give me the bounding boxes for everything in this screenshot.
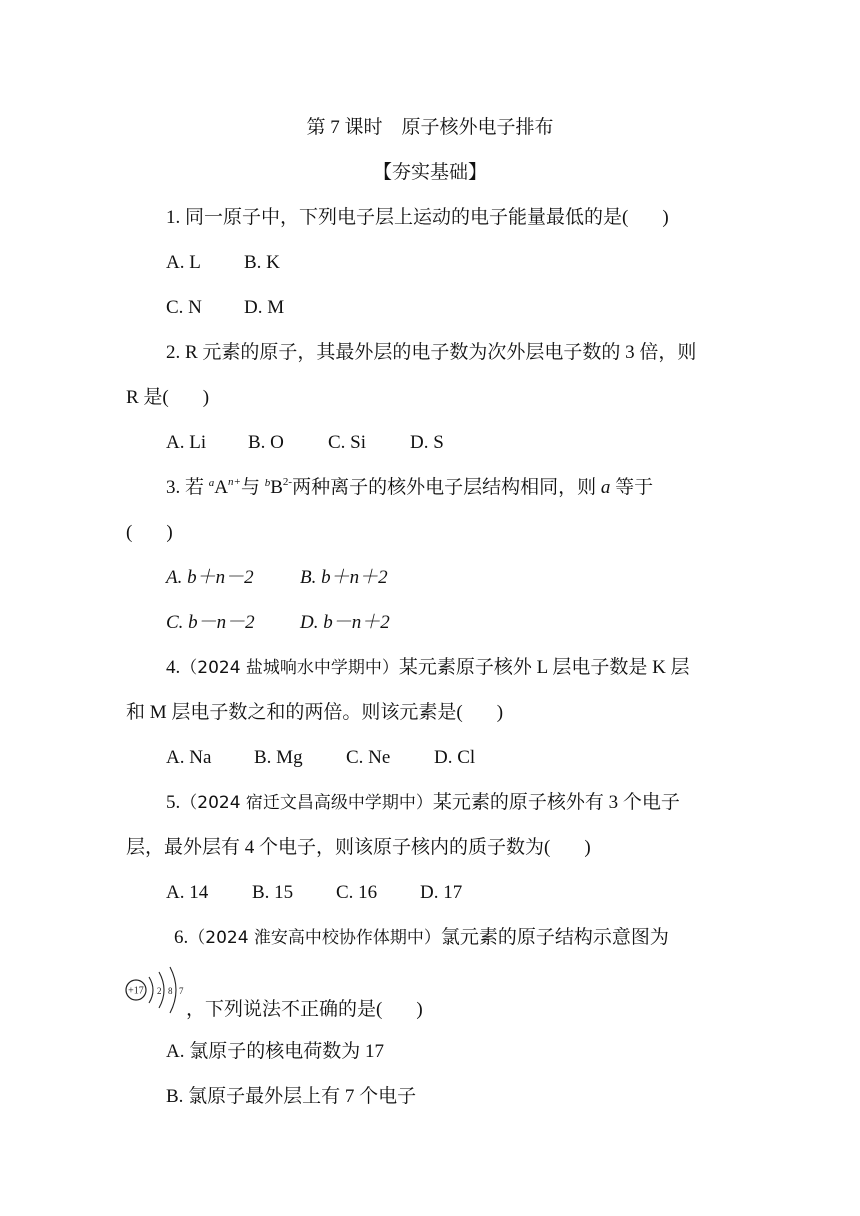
option-d: D. S bbox=[410, 432, 444, 453]
option-a: A. Na bbox=[166, 747, 212, 768]
question-2-stem: 2. R 元素的原子，其最外层的电子数为次外层电子数的 3 倍，则 bbox=[166, 342, 697, 363]
question-4-stem: 4.（2024 盐城响水中学期中）某元素原子核外 L 层电子数是 K 层 bbox=[166, 657, 690, 678]
option-d: D. b－n＋2 bbox=[300, 612, 390, 633]
shell-arc-1 bbox=[149, 977, 153, 1003]
option-d: D. 17 bbox=[420, 882, 463, 903]
question-5-stem-cont: 层，最外层有 4 个电子，则该原子核内的质子数为( ) bbox=[126, 837, 591, 858]
shell-2-count: 8 bbox=[168, 986, 173, 996]
chlorine-atom-structure-diagram bbox=[124, 962, 188, 1022]
lesson-title: 第 7 课时 原子核外电子排布 bbox=[306, 117, 554, 138]
option-a: A. Li bbox=[166, 432, 207, 453]
option-b: B. 氯原子最外层上有 7 个电子 bbox=[166, 1086, 417, 1107]
question-3-options-row-2 bbox=[166, 611, 390, 635]
question-1-stem: 1. 同一原子中，下列电子层上运动的电子能量最低的是( ) bbox=[166, 207, 669, 228]
option-a: A. 氯原子的核电荷数为 17 bbox=[166, 1041, 384, 1062]
shell-3-count: 7 bbox=[179, 986, 184, 996]
option-b: B. K bbox=[244, 252, 280, 273]
option-a: A. 14 bbox=[166, 882, 209, 903]
option-b: B. Mg bbox=[254, 747, 303, 768]
question-3-stem: 3. 若 $^aA^{n+}$与 $^bB^{2-}$两种离子的核外电子层结构相同，则 a 等于 bbox=[166, 476, 654, 498]
option-b: B. O bbox=[248, 432, 284, 453]
question-4-options bbox=[166, 746, 475, 770]
option-c: C. N bbox=[166, 297, 202, 318]
option-d: D. M bbox=[244, 297, 285, 318]
question-1-options-row-2 bbox=[166, 296, 284, 320]
question-5-options bbox=[166, 881, 462, 905]
question-source: （2024 淮安高中校协作体期中） bbox=[188, 928, 441, 948]
option-a: A. b＋n－2 bbox=[166, 567, 254, 588]
section-heading: 【夯实基础】 bbox=[372, 162, 487, 183]
option-d: D. Cl bbox=[434, 747, 476, 768]
option-b: B. 15 bbox=[252, 882, 294, 903]
question-4-stem-cont: 和 M 层电子数之和的两倍。则该元素是( ) bbox=[126, 702, 504, 723]
option-b: B. b＋n＋2 bbox=[300, 567, 388, 588]
question-source: （2024 盐城响水中学期中） bbox=[180, 658, 399, 678]
option-c: C. b－n－2 bbox=[166, 612, 255, 633]
question-3-answer-paren: ( ) bbox=[126, 522, 173, 543]
question-2-stem-cont: R 是( ) bbox=[126, 387, 210, 408]
question-6-stem-cont: ，下列说法不正确的是( ) bbox=[186, 999, 423, 1020]
question-2-options bbox=[166, 431, 444, 455]
question-5-stem: 5.（2024 宿迁文昌高级中学期中）某元素的原子核外有 3 个电子 bbox=[166, 792, 680, 813]
shell-1-count: 2 bbox=[157, 986, 162, 996]
option-c: C. Si bbox=[328, 432, 367, 453]
option-a: A. L bbox=[166, 252, 201, 273]
option-c: C. 16 bbox=[336, 882, 378, 903]
question-source: （2024 宿迁文昌高级中学期中） bbox=[180, 793, 433, 813]
nucleus-label: +17 bbox=[128, 985, 144, 997]
option-c: C. Ne bbox=[346, 747, 391, 768]
question-6-stem: 6.（2024 淮安高中校协作体期中）氯元素的原子结构示意图为 bbox=[174, 927, 669, 948]
question-3-options-row-1 bbox=[166, 566, 388, 590]
question-1-options-row-1 bbox=[166, 251, 280, 275]
